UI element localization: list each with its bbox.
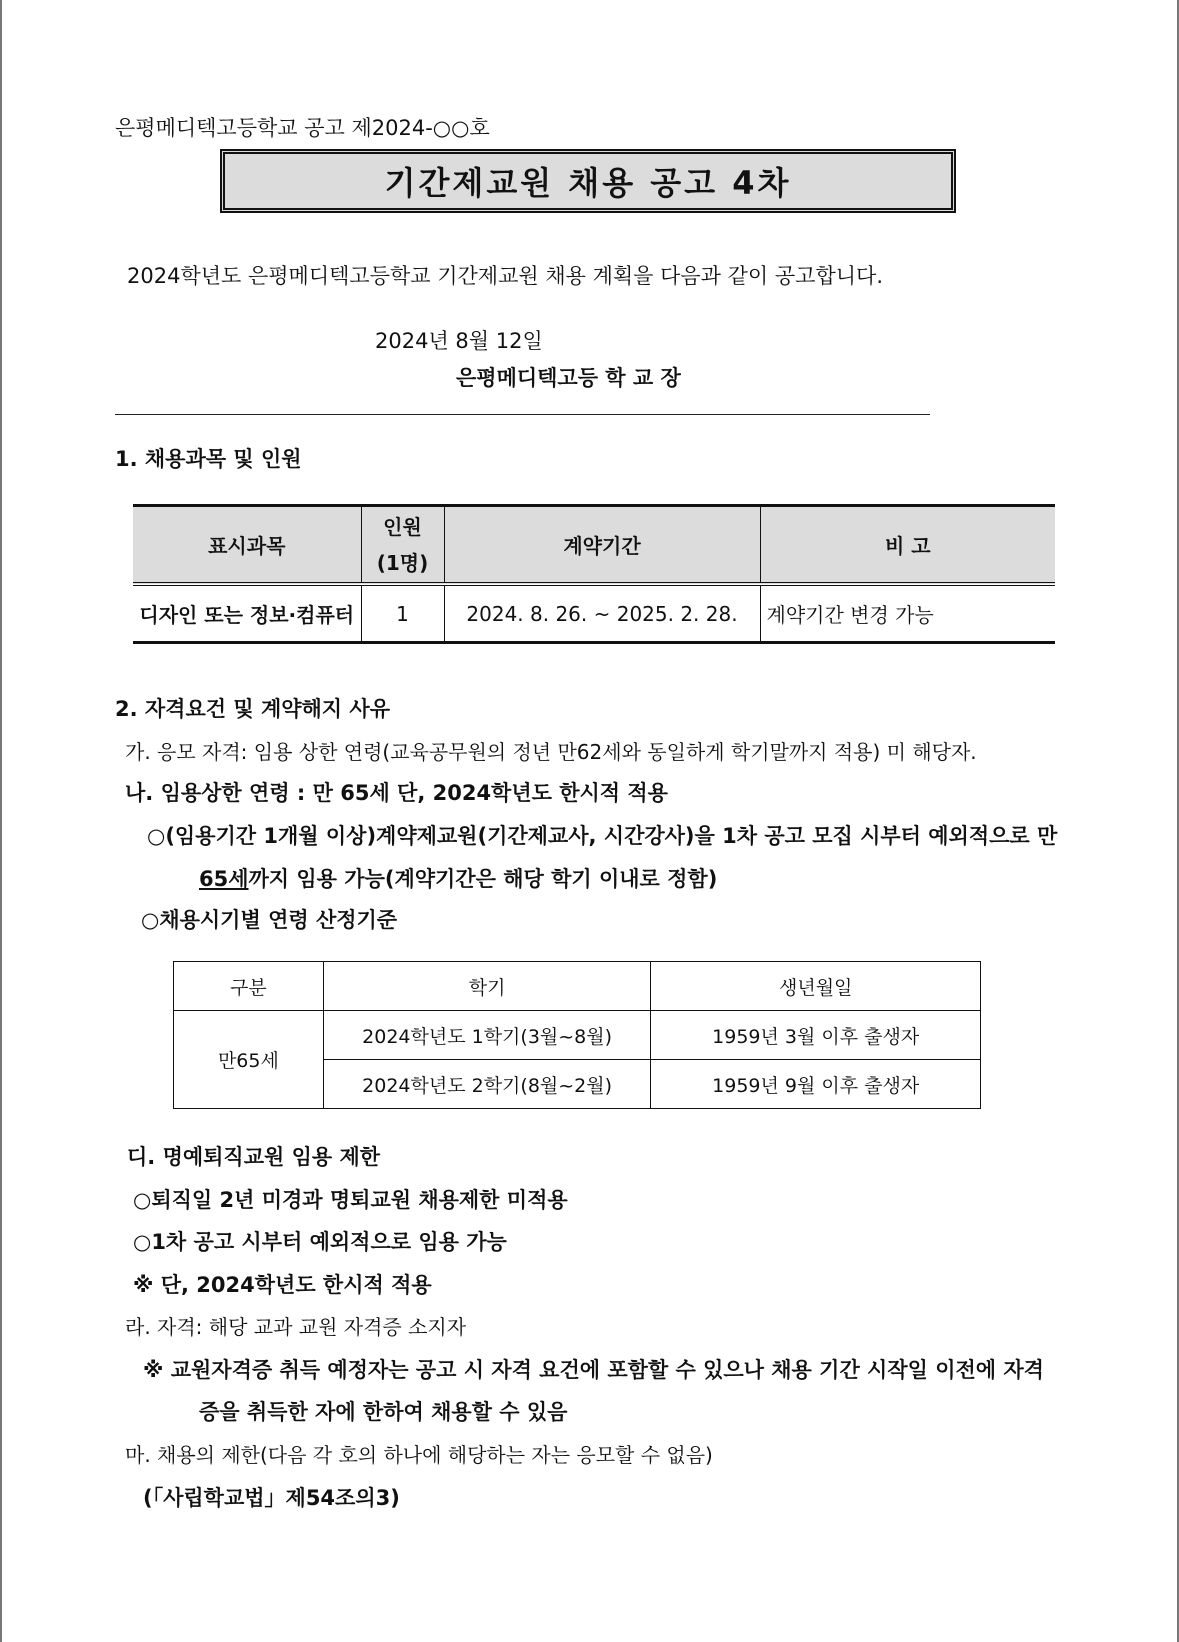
item-ga: 가. 응모 자격: 임용 상한 연령(교육공무원의 정년 만62세와 동일하게 학기말까지 적용) 미 해당자. xyxy=(125,740,977,764)
notice-date: 2024년 8월 12일 xyxy=(375,329,543,353)
principal-signature: 은평메디텍고등 학 교 장 xyxy=(456,366,681,390)
item-na: 나. 임용상한 연령 : 만 65세 단, 2024학년도 한시적 적용 xyxy=(125,781,668,805)
title-box xyxy=(220,149,956,213)
table-row xyxy=(174,1011,981,1060)
age-header-birthdate: 생년월일 xyxy=(651,962,981,1011)
age-criteria-table xyxy=(173,961,981,1109)
item-di: 디. 명예퇴직교원 임용 제한 xyxy=(127,1145,381,1169)
item-ra-note-line1: ※ 교원자격증 취득 예정자는 공고 시 자격 요건에 포함할 수 있으나 채용 기간 시작일 이전에 자격 xyxy=(143,1358,1044,1382)
cell-note: 계약기간 변경 가능 xyxy=(760,584,1055,643)
page-border-left xyxy=(0,0,2,1642)
semester-cell: 2024학년도 2학기(8월~2월) xyxy=(323,1060,651,1109)
header-period: 계약기간 xyxy=(444,506,760,585)
divider-line xyxy=(115,414,930,415)
item-ra: 라. 자격: 해당 교과 교원 자격증 소지자 xyxy=(125,1315,467,1339)
age-group-cell: 만65세 xyxy=(174,1011,324,1109)
cell-period: 2024. 8. 26. ~ 2025. 2. 28. xyxy=(444,584,760,643)
cell-count: 1 xyxy=(361,584,444,643)
section1-heading: 1. 채용과목 및 인원 xyxy=(115,447,302,471)
notice-number: 은평메디텍고등학교 공고 제2024-○○호 xyxy=(115,116,490,140)
header-count-label: 인원 xyxy=(383,514,422,539)
intro-text: 2024학년도 은평메디텍고등학교 기간제교원 채용 계획을 다음과 같이 공고합니다. xyxy=(127,264,883,288)
item-di-bullet2: ○1차 공고 시부터 예외적으로 임용 가능 xyxy=(133,1230,507,1254)
cell-subject: 디자인 또는 정보·컴퓨터 xyxy=(133,584,361,643)
item-na-bullet2: ○채용시기별 연령 산정기준 xyxy=(141,908,398,932)
age-header-semester: 학기 xyxy=(323,962,651,1011)
age-table-header xyxy=(174,962,981,1011)
item-ra-note-line2: 증을 취득한 자에 한하여 채용할 수 있음 xyxy=(199,1400,568,1424)
page-title: 기간제교원 채용 공고 4차 xyxy=(384,164,792,202)
header-note: 비 고 xyxy=(760,506,1055,585)
item-na-bullet1: ○(임용기간 1개월 이상)계약제교원(기간제교사, 시간강사)을 1차 공고 모집 시부터 예외적으로 만 xyxy=(147,824,1058,848)
birthdate-cell: 1959년 9월 이후 출생자 xyxy=(651,1060,981,1109)
item-na-bullet1-rest: 까지 임용 가능(계약기간은 해당 학기 이내로 정함) xyxy=(248,867,718,891)
header-subject: 표시과목 xyxy=(133,506,361,585)
item-di-note: ※ 단, 2024학년도 한시적 적용 xyxy=(133,1273,432,1297)
item-ma: 마. 채용의 제한(다음 각 호의 하나에 해당하는 자는 응모할 수 없음) xyxy=(125,1443,713,1467)
recruitment-table xyxy=(133,504,1055,644)
table-row xyxy=(133,584,1055,643)
recruitment-table-header xyxy=(133,506,1055,585)
item-na-bullet1-continued xyxy=(199,863,717,893)
item-di-bullet1: ○퇴직일 2년 미경과 명퇴교원 채용제한 미적용 xyxy=(133,1188,568,1212)
header-count xyxy=(361,506,444,585)
age-header-category: 구분 xyxy=(174,962,324,1011)
semester-cell: 2024학년도 1학기(3월~8월) xyxy=(323,1011,651,1060)
birthdate-cell: 1959년 3월 이후 출생자 xyxy=(651,1011,981,1060)
header-count-sub: (1명) xyxy=(376,550,429,575)
section2-heading: 2. 자격요건 및 계약해지 사유 xyxy=(115,697,390,721)
age-limit-underlined: 65세 xyxy=(199,867,249,891)
item-ma-law: (「사립학교법」제54조의3) xyxy=(143,1486,400,1510)
